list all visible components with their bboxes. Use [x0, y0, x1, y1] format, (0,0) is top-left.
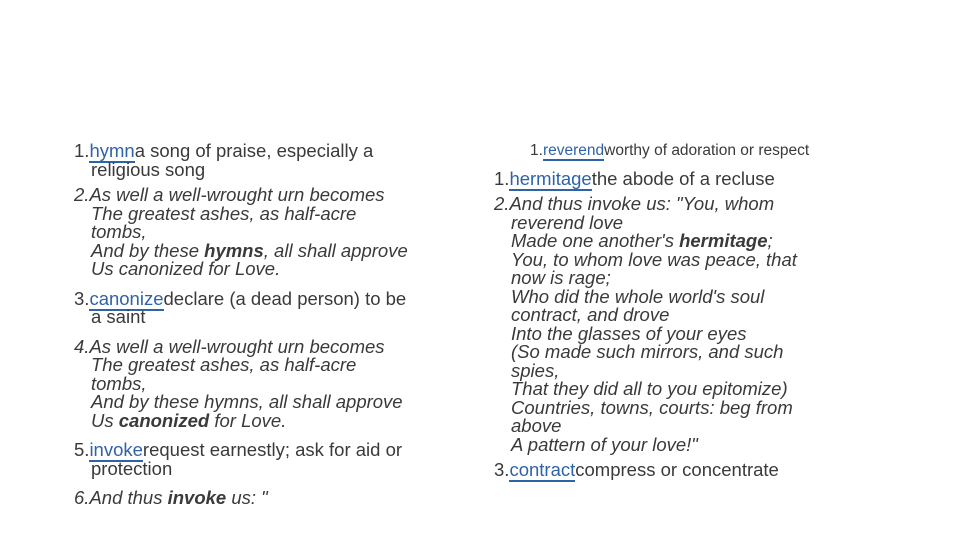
- item-number: 6.: [74, 487, 90, 508]
- term-link-invoke[interactable]: invoke: [89, 439, 143, 460]
- definition: declare (a dead person) to be: [163, 287, 407, 309]
- list-item: [74, 489, 474, 508]
- item-number: 1.: [494, 167, 510, 189]
- list-item: [494, 142, 914, 161]
- poem-line: reverend love: [511, 211, 624, 233]
- poem-line: Countries, towns, courts: beg from: [511, 396, 793, 418]
- poem-line: And thus invoke us: "You, whom: [509, 193, 775, 214]
- list-item: [494, 461, 914, 480]
- item-number: 3.: [494, 459, 510, 480]
- item-number: 2.: [74, 184, 90, 205]
- definition: the abode of a recluse: [591, 167, 775, 189]
- definition-cont: religious song: [91, 158, 206, 180]
- definition: worthy of adoration or respect: [604, 142, 810, 159]
- poem-line: Us canonized for Love.: [91, 258, 281, 279]
- poem-line: [494, 232, 914, 251]
- poem-line: now is rage;: [511, 267, 611, 288]
- poem-line: contract, and drove: [511, 304, 670, 325]
- text-run: , all shall approve: [263, 239, 408, 261]
- left-column: [74, 142, 474, 508]
- poem-line: As well a well-wrought urn becomes: [89, 184, 385, 205]
- term-link-canonize[interactable]: canonize: [89, 287, 164, 309]
- definition-cont: protection: [91, 457, 173, 479]
- highlight-word: canonized: [118, 409, 210, 431]
- poem-line: Who did the whole world's soul: [511, 285, 765, 307]
- poem-line: As well a well-wrought urn becomes: [89, 335, 385, 357]
- item-number: 4.: [74, 335, 90, 357]
- poem-line: tombs,: [91, 372, 147, 394]
- right-column: [494, 142, 914, 480]
- term-link-hermitage[interactable]: hermitage: [509, 167, 592, 189]
- term-link-contract[interactable]: contract: [509, 459, 576, 480]
- list-item: [494, 195, 914, 214]
- text-run: for Love.: [209, 409, 287, 431]
- text-run: Us: [91, 409, 119, 431]
- item-number: 1.: [530, 142, 543, 159]
- poem-line: You, to whom love was peace, that: [511, 248, 797, 270]
- poem-line: tombs,: [91, 221, 147, 242]
- poem-line: (So made such mirrors, and such: [511, 341, 784, 362]
- text-run: Made one another's: [511, 230, 680, 251]
- poem-line: [74, 409, 474, 431]
- item-number: 3.: [74, 287, 90, 309]
- list-item: [74, 441, 474, 460]
- highlight-word: hymns: [204, 239, 264, 261]
- poem-line: The greatest ashes, as half-acre: [91, 354, 357, 375]
- poem-line: That they did all to you epitomize): [511, 378, 788, 399]
- item-number: 2.: [494, 193, 510, 214]
- list-item: [494, 167, 914, 189]
- definition: request earnestly; ask for aid or: [142, 439, 403, 460]
- poem-line: And by these hymns, all shall approve: [91, 391, 403, 412]
- poem-line: The greatest ashes, as half-acre: [91, 202, 357, 224]
- poem-line: A pattern of your love!": [511, 433, 698, 455]
- list-item: [74, 186, 474, 205]
- poem-line: Into the glasses of your eyes: [511, 322, 747, 344]
- highlight-word: hermitage: [679, 230, 768, 251]
- text-run: us: ": [226, 487, 268, 508]
- list-item: [74, 142, 474, 161]
- term-link-reverend[interactable]: reverend: [542, 142, 605, 159]
- term-link-hymn[interactable]: hymn: [89, 140, 135, 161]
- poem-line: above: [511, 415, 562, 436]
- item-number: 1.: [74, 140, 90, 161]
- item-number: 5.: [74, 439, 90, 460]
- highlight-word: invoke: [167, 487, 227, 508]
- text-run: ;: [767, 230, 773, 251]
- text-run: And thus: [89, 487, 168, 508]
- poem-line: spies,: [511, 359, 560, 381]
- text-run: And by these: [91, 239, 205, 261]
- definition: compress or concentrate: [575, 459, 779, 480]
- definition-cont: a saint: [91, 306, 146, 327]
- definition: a song of praise, especially a: [134, 140, 374, 161]
